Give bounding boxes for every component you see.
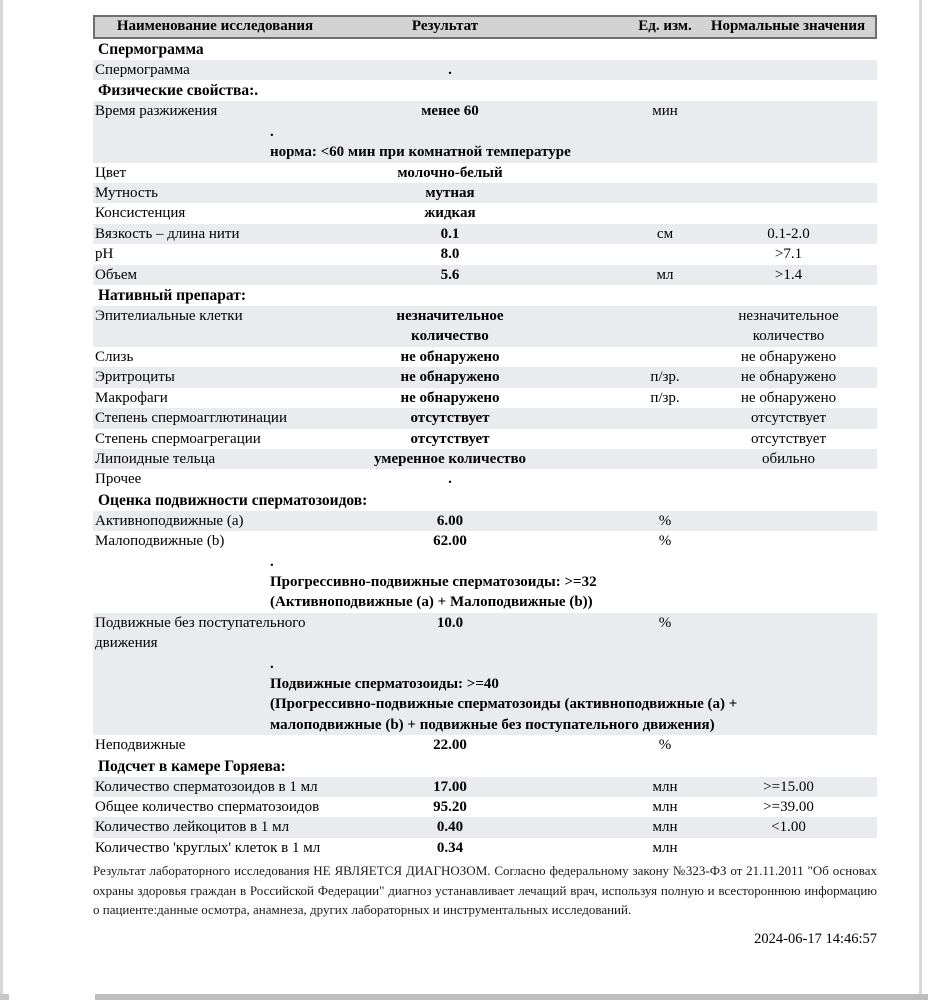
row-result-cell: [270, 531, 630, 551]
row-unit-line: млн: [652, 839, 678, 856]
row-result-cell: [270, 429, 630, 449]
row-unit-line: млн: [652, 819, 678, 836]
row-result-cell: [270, 469, 630, 489]
row-result-cell: [270, 265, 630, 285]
row-normal-cell: [700, 306, 877, 347]
row-normal-line: >=39.00: [763, 799, 814, 815]
header-col-result: Результат: [411, 18, 479, 34]
table-row: [93, 817, 877, 837]
row-result-cell: [270, 60, 630, 80]
row-name-cell: [93, 797, 320, 817]
row-unit-cell: [630, 817, 700, 837]
result-note-line: малоподвижные (b) + подвижные без поступательного движения): [270, 716, 715, 733]
row-normal-cell: [700, 838, 877, 858]
row-name-cell: [93, 306, 270, 347]
row-unit-cell: [630, 306, 700, 347]
table-row: [93, 735, 877, 755]
row-unit-cell: [630, 265, 700, 285]
row-normal-cell: [700, 613, 877, 654]
row-unit-cell: [630, 347, 700, 367]
row-result-line: 5.6: [440, 266, 460, 283]
footer-disclaimer: Результат лабораторного исследования НЕ ЯВЛЯЕТСЯ ДИАГНОЗОМ. Согласно федеральному закону №323-ФЗ от 21.11.2011 "Об основах охраны здоровья граждан в Российской Федерации" диагноз устанавливает лечащий врач, используя полную и всестороннюю информацию о пациенте:данные осмотра, анамнеза, других лабораторных и инструментальных исследований.: [93, 863, 877, 918]
row-unit-line: см: [656, 225, 674, 242]
row-result-cell: [270, 777, 630, 797]
row-unit-cell: [630, 367, 700, 387]
row-unit-line: п/зр.: [650, 389, 680, 406]
row-result-line: 8.0: [440, 246, 460, 263]
row-name-line: Макрофаги: [95, 389, 168, 406]
row-normal-line: >7.1: [774, 246, 803, 263]
row-normal-line: количество: [752, 328, 825, 345]
row-normal-cell: [700, 347, 877, 367]
row-unit-line: млн: [652, 799, 678, 815]
row-name-line: pH: [95, 246, 114, 263]
table-row: [93, 777, 877, 797]
row-name-cell: [93, 367, 270, 387]
row-result-cell: [270, 306, 630, 347]
result-note-line: .: [270, 123, 274, 140]
row-unit-cell: [630, 797, 700, 817]
row-name-cell: [93, 469, 270, 489]
row-unit-line: %: [658, 737, 672, 754]
row-unit-cell: [630, 224, 700, 244]
row-result-cell: [270, 101, 630, 121]
row-result-line: .: [448, 62, 452, 78]
row-name-cell: [93, 429, 270, 449]
row-name-line: Консистенция: [95, 205, 186, 222]
row-normal-cell: [700, 367, 877, 387]
row-unit-cell: [630, 388, 700, 408]
table-row: [93, 511, 877, 531]
row-name-line: Объем: [95, 266, 137, 283]
row-result-line: 95.20: [433, 799, 467, 815]
row-normal-cell: [700, 60, 877, 80]
row-name-line: Общее количество сперматозоидов: [95, 799, 320, 815]
row-normal-cell: [700, 183, 877, 203]
row-result-cell: [270, 797, 630, 817]
table-row: [93, 347, 877, 367]
table-row: [93, 60, 877, 80]
row-result-cell: [270, 224, 630, 244]
row-normal-cell: [700, 408, 877, 428]
result-note: [270, 654, 877, 736]
row-name-line: Степень спермоагрегации: [95, 430, 261, 447]
row-result-line: 0.34: [436, 839, 464, 856]
row-normal-line: >=15.00: [763, 778, 814, 795]
row-name-cell: [93, 388, 270, 408]
row-normal-cell: [700, 777, 877, 797]
row-result-line: жидкая: [424, 205, 476, 222]
table-row: [93, 531, 877, 613]
row-name-line: Активноподвижные (a): [95, 512, 244, 529]
row-result-line: количество: [411, 328, 489, 345]
row-normal-cell: [700, 449, 877, 469]
row-normal-line: обильно: [761, 450, 815, 467]
row-name-line: Спермограмма: [95, 62, 190, 78]
row-name-line: Количество сперматозоидов в 1 мл: [95, 778, 318, 795]
row-unit-cell: [630, 613, 700, 654]
section-title: Оценка подвижности сперматозоидов:: [93, 490, 877, 511]
row-unit-cell: [630, 429, 700, 449]
row-name-cell: [93, 531, 270, 551]
row-result-line: отсутствует: [410, 410, 490, 427]
table-row: [93, 613, 877, 735]
report-timestamp: 2024-06-17 14:46:57: [754, 930, 877, 947]
scrollbar-corner: [0, 994, 9, 1000]
row-normal-line: не обнаружено: [740, 348, 837, 365]
row-name-line: Цвет: [95, 164, 127, 181]
result-note: [270, 552, 877, 613]
row-unit-cell: [630, 101, 700, 121]
row-result-cell: [270, 511, 630, 531]
row-normal-cell: [700, 265, 877, 285]
row-result-line: 62.00: [433, 533, 467, 550]
row-result-line: менее 60: [421, 103, 479, 120]
row-result-line: не обнаружено: [400, 389, 500, 406]
row-name-line: Вязкость – длина нити: [95, 225, 240, 242]
row-name-cell: [93, 60, 270, 80]
table-row: [93, 388, 877, 408]
row-name-line: Количество 'круглых' клеток в 1 мл: [95, 839, 321, 856]
result-note-line: Прогрессивно-подвижные сперматозоиды: >=32: [270, 573, 597, 590]
row-result-cell: [270, 613, 630, 654]
row-result-cell: [270, 838, 630, 858]
row-unit-cell: [630, 60, 700, 80]
result-note-line: Подвижные сперматозоиды: >=40: [270, 675, 499, 692]
row-normal-cell: [700, 244, 877, 264]
row-name-line: Мутность: [95, 185, 158, 202]
row-name-cell: [93, 101, 270, 121]
section-title: Нативный препарат:: [93, 285, 877, 306]
table-row: [93, 183, 877, 203]
table-row: [93, 203, 877, 223]
row-name-line: Эритроциты: [95, 369, 175, 386]
row-result-line: 22.00: [433, 737, 467, 754]
row-normal-cell: [700, 203, 877, 223]
table-row: [93, 163, 877, 183]
table-row: [93, 244, 877, 264]
row-name-cell: [93, 735, 270, 755]
right-page-edge: [919, 0, 922, 1000]
row-unit-line: млн: [652, 778, 678, 795]
table-row: [93, 224, 877, 244]
table-row: [93, 306, 877, 347]
row-name-line: движения: [95, 635, 158, 652]
row-result-cell: [270, 244, 630, 264]
row-unit-cell: [630, 838, 700, 858]
row-result-line: молочно-белый: [397, 164, 503, 181]
row-name-line: Слизь: [95, 348, 134, 365]
row-name-cell: [93, 777, 318, 797]
row-name-line: Липоидные тельца: [95, 450, 216, 467]
row-name-cell: [93, 224, 270, 244]
row-unit-line: мин: [652, 103, 678, 120]
row-normal-line: отсутствует: [750, 430, 827, 447]
row-normal-line: не обнаружено: [740, 389, 837, 406]
row-name-cell: [93, 183, 270, 203]
row-result-cell: [270, 735, 630, 755]
row-name-cell: [93, 511, 270, 531]
row-unit-cell: [630, 183, 700, 203]
row-result-cell: [270, 817, 630, 837]
result-note-line: (Активноподвижные (a) + Малоподвижные (b)): [270, 594, 593, 611]
row-result-line: не обнаружено: [400, 348, 500, 365]
row-result-line: мутная: [425, 185, 475, 202]
row-normal-cell: [700, 101, 877, 121]
row-result-line: незначительное: [396, 308, 504, 325]
row-name-cell: [93, 244, 270, 264]
report-table: [93, 39, 877, 858]
row-unit-line: %: [658, 512, 672, 529]
row-result-line: 0.1: [440, 225, 460, 242]
row-unit-line: %: [658, 614, 672, 631]
row-name-cell: [93, 817, 290, 837]
row-result-cell: [270, 449, 630, 469]
row-name-line: Количество лейкоцитов в 1 мл: [95, 819, 290, 836]
row-result-cell: [270, 163, 630, 183]
row-result-line: 6.00: [436, 512, 464, 529]
left-page-edge: [0, 0, 3, 1000]
row-name-line: Степень спермоагглютинации: [95, 410, 287, 427]
table-row: [93, 449, 877, 469]
section-title: Подсчет в камере Горяева:: [93, 756, 877, 777]
lab-report: [93, 15, 877, 948]
row-normal-cell: [700, 388, 877, 408]
row-unit-cell: [630, 449, 700, 469]
row-result-cell: [270, 183, 630, 203]
table-row: [93, 367, 877, 387]
row-name-cell: [93, 347, 270, 367]
row-unit-cell: [630, 735, 700, 755]
row-unit-line: мл: [656, 266, 674, 283]
header-col-name: Наименование исследования: [116, 18, 314, 34]
row-normal-line: не обнаружено: [740, 369, 837, 386]
row-normal-cell: [700, 531, 877, 551]
row-normal-cell: [700, 797, 877, 817]
row-unit-cell: [630, 408, 700, 428]
table-header: [93, 15, 877, 39]
row-normal-line: 0.1-2.0: [767, 225, 810, 242]
section-title: Спермограмма: [93, 39, 877, 60]
row-unit-cell: [630, 469, 700, 489]
row-unit-cell: [630, 511, 700, 531]
row-result-line: отсутствует: [410, 430, 490, 447]
row-normal-cell: [700, 429, 877, 449]
row-result-line: не обнаружено: [400, 369, 500, 386]
section-title: Физические свойства:.: [93, 80, 877, 101]
row-result-line: 0.40: [436, 819, 464, 836]
row-result-cell: [270, 367, 630, 387]
row-result-cell: [270, 388, 630, 408]
row-name-line: Подвижные без поступательного: [95, 614, 306, 631]
result-note-line: норма: <60 мин при комнатной температуре: [270, 144, 571, 161]
row-name-cell: [93, 838, 321, 858]
table-row: [93, 265, 877, 285]
row-normal-line: >1.4: [774, 266, 803, 283]
row-unit-cell: [630, 163, 700, 183]
table-row: [93, 101, 877, 162]
row-result-cell: [270, 408, 630, 428]
result-note-line: (Прогрессивно-подвижные сперматозоиды (активноподвижные (a) +: [270, 696, 738, 713]
row-normal-line: незначительное: [738, 308, 839, 325]
table-row: [93, 408, 877, 428]
result-note-line: .: [270, 655, 274, 672]
row-result-line: 10.0: [436, 614, 464, 631]
result-note: [270, 122, 877, 163]
result-note-line: .: [270, 553, 274, 570]
row-name-cell: [93, 265, 270, 285]
row-unit-cell: [630, 777, 700, 797]
table-row: [93, 797, 877, 817]
row-normal-line: <1.00: [771, 819, 806, 836]
row-result-line: .: [448, 471, 452, 488]
row-result-cell: [270, 203, 630, 223]
row-normal-cell: [700, 469, 877, 489]
row-normal-cell: [700, 735, 877, 755]
header-col-units: Ед. изм.: [638, 18, 692, 34]
row-result-cell: [270, 347, 630, 367]
row-name-cell: [93, 613, 306, 654]
row-result-line: умеренное количество: [374, 450, 526, 467]
row-normal-cell: [700, 224, 877, 244]
table-row: [93, 838, 877, 858]
row-name-cell: [93, 449, 270, 469]
row-result-line: 17.00: [433, 778, 467, 795]
row-normal-cell: [700, 163, 877, 183]
row-unit-line: п/зр.: [650, 369, 680, 386]
row-unit-cell: [630, 244, 700, 264]
table-row: [93, 469, 877, 489]
header-col-normal: Нормальные значения: [710, 18, 866, 34]
row-normal-cell: [700, 817, 877, 837]
row-name-cell: [93, 408, 287, 428]
row-name-line: Эпителиальные клетки: [95, 308, 243, 325]
row-unit-cell: [630, 203, 700, 223]
row-name-line: Малоподвижные (b): [95, 533, 225, 550]
row-unit-line: %: [658, 533, 672, 550]
row-name-line: Время разжижения: [95, 103, 218, 120]
horizontal-scrollbar-thumb[interactable]: [95, 994, 928, 1000]
row-normal-cell: [700, 511, 877, 531]
row-unit-cell: [630, 531, 700, 551]
row-normal-line: отсутствует: [750, 410, 827, 427]
row-name-cell: [93, 203, 270, 223]
table-row: [93, 429, 877, 449]
row-name-line: Неподвижные: [95, 737, 186, 754]
row-name-line: Прочее: [95, 471, 142, 488]
row-name-cell: [93, 163, 270, 183]
